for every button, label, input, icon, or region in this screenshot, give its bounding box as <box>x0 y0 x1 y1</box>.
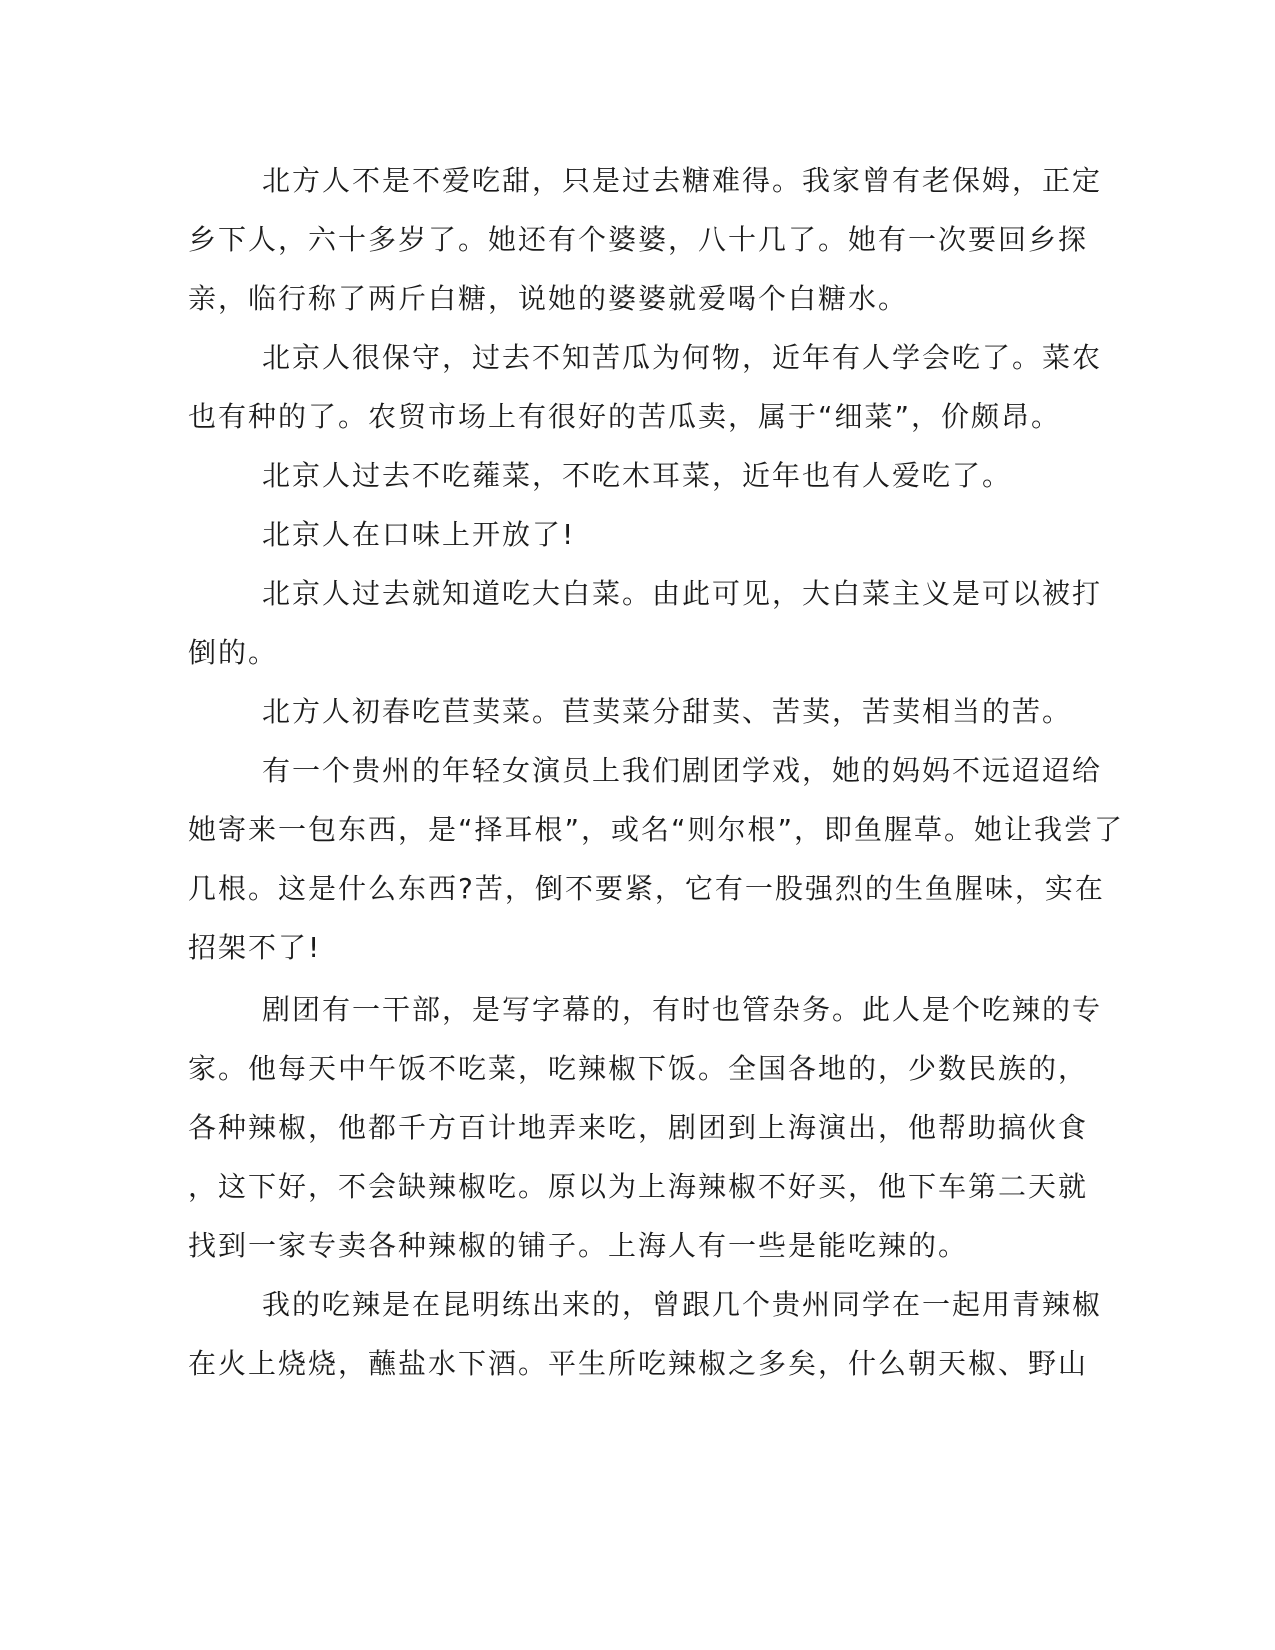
paragraph-line: 北京人在口味上开放了! <box>262 518 576 551</box>
paragraph-line: 北京人很保守，过去不知苦瓜为何物，近年有人学会吃了。菜农 <box>262 341 1103 374</box>
paragraph-line: 北方人初春吃苣荬菜。苣荬菜分甜荬、苦荬，苦荬相当的苦。 <box>262 695 1073 728</box>
paragraph-line: 各种辣椒，他都千方百计地弄来吃，剧团到上海演出，他帮助搞伙食 <box>188 1111 1089 1144</box>
paragraph-line: 招架不了! <box>188 931 322 964</box>
paragraph-line: 她寄来一包东西，是“择耳根”，或名“则尔根”，即鱼腥草。她让我尝了 <box>188 813 1125 846</box>
paragraph-line: 乡下人，六十多岁了。她还有个婆婆，八十几了。她有一次要回乡探 <box>188 223 1089 256</box>
paragraph-line: 北京人过去就知道吃大白菜。由此可见，大白菜主义是可以被打 <box>262 577 1103 610</box>
paragraph-line: 几根。这是什么东西?苦，倒不要紧，它有一股强烈的生鱼腥味，实在 <box>188 872 1105 905</box>
paragraph-line: 我的吃辣是在昆明练出来的，曾跟几个贵州同学在一起用青辣椒 <box>262 1288 1103 1321</box>
paragraph-line: 剧团有一干部，是写字幕的，有时也管杂务。此人是个吃辣的专 <box>262 993 1103 1026</box>
paragraph-line: 找到一家专卖各种辣椒的铺子。上海人有一些是能吃辣的。 <box>188 1229 969 1262</box>
paragraph-line: 在火上烧烧，蘸盐水下酒。平生所吃辣椒之多矣，什么朝天椒、野山 <box>188 1347 1089 1380</box>
paragraph-line: 亲，临行称了两斤白糖，说她的婆婆就爱喝个白糖水。 <box>188 282 909 315</box>
paragraph-line: ，这下好，不会缺辣椒吃。原以为上海辣椒不好买，他下车第二天就 <box>188 1170 1089 1203</box>
paragraph-line: 倒的。 <box>188 636 279 669</box>
paragraph-line: 也有种的了。农贸市场上有很好的苦瓜卖，属于“细菜”，价颇昂。 <box>188 400 1062 433</box>
paragraph-line: 北方人不是不爱吃甜，只是过去糖难得。我家曾有老保姆，正定 <box>262 164 1103 197</box>
paragraph-line: 有一个贵州的年轻女演员上我们剧团学戏，她的妈妈不远迢迢给 <box>262 754 1103 787</box>
paragraph-line: 家。他每天中午饭不吃菜，吃辣椒下饭。全国各地的，少数民族的， <box>188 1052 1089 1085</box>
paragraph-line: 北京人过去不吃蕹菜，不吃木耳菜，近年也有人爱吃了。 <box>262 459 1013 492</box>
